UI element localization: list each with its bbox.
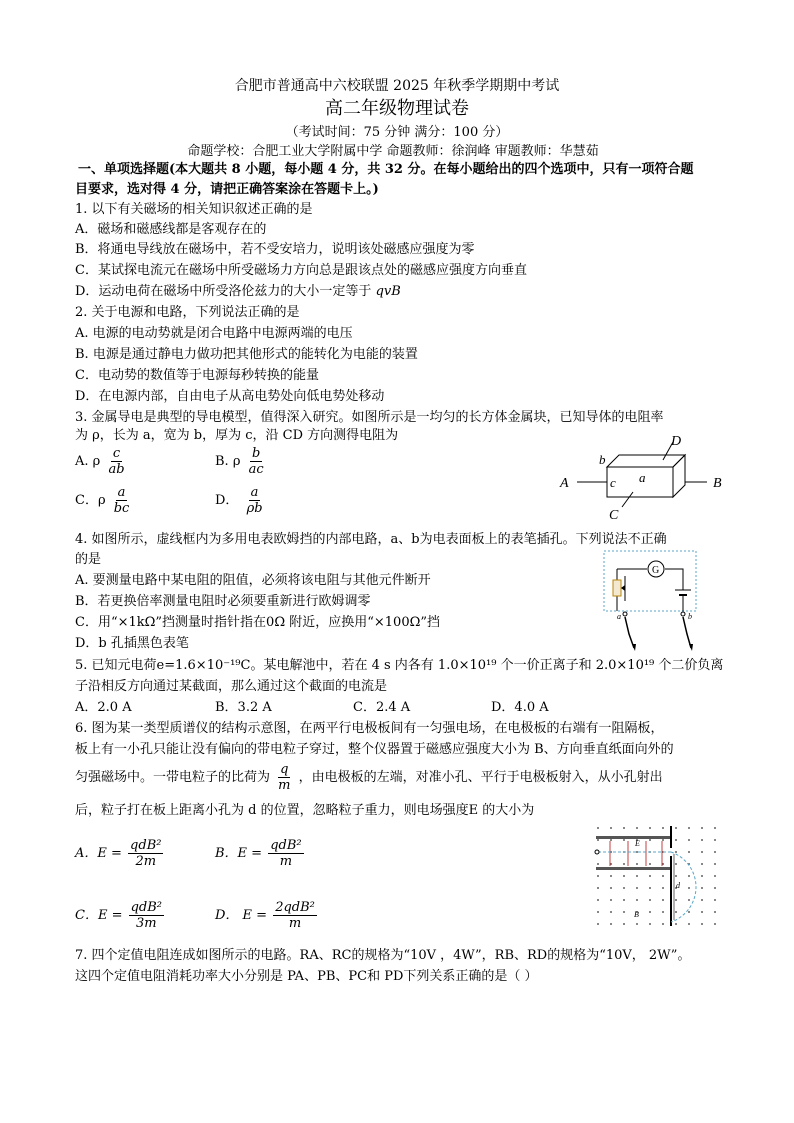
- q6-stem-ratio-line: [75, 762, 663, 793]
- field-E-label: E: [635, 839, 640, 848]
- galvanometer-label: G: [652, 565, 660, 576]
- field-dot: [662, 923, 664, 925]
- label-B: B: [713, 476, 722, 491]
- q2-stem: 2. 关于电源和电路，下列说法正确的是: [75, 305, 300, 320]
- field-B-label: B: [634, 910, 639, 919]
- field-dot: [675, 851, 677, 853]
- q4-option-a: A. 要测量电路中某电阻的阻值，必须将该电阻与其他元件断开: [75, 573, 431, 588]
- q6-option-c-label: C．E =: [75, 908, 123, 923]
- field-dot: [688, 851, 690, 853]
- fraction-numerator: qdB²: [130, 838, 162, 853]
- q5-option-c: C．2.4 A: [353, 700, 411, 715]
- field-dot: [701, 887, 703, 889]
- label-a: a: [639, 470, 646, 485]
- q2-option-d: D．在电源内部，自由电子从高电势处向低电势处移动: [75, 389, 385, 404]
- terminal-a: [623, 612, 627, 616]
- field-dot: [701, 863, 703, 865]
- q3-option-d-label: D．: [215, 493, 239, 508]
- q6-option-c-fraction: [129, 900, 164, 931]
- q2-option-b: B. 电源是通过静电力做功把其他形式的能转化为电能的装置: [75, 347, 418, 362]
- label-A: A: [560, 476, 569, 491]
- field-dot: [623, 911, 625, 913]
- terminal-b: [681, 612, 685, 616]
- field-dot: [688, 911, 690, 913]
- q3-option-c: [75, 485, 133, 516]
- field-dot: [688, 899, 690, 901]
- field-dot: [701, 911, 703, 913]
- field-dot: [649, 875, 651, 877]
- q5-option-d: D．4.0 A: [491, 700, 549, 715]
- q5-stem-cont: 子沿相反方向通过某截面，那么通过这个截面的电流是: [75, 679, 388, 694]
- field-dot: [623, 875, 625, 877]
- field-dot: [662, 887, 664, 889]
- q6-stem-ratio-pre: 匀强磁场中。一带电粒子的比荷为: [75, 770, 271, 785]
- field-dot: [662, 839, 664, 841]
- q4-ohmmeter-figure: [603, 550, 698, 652]
- field-dot: [649, 911, 651, 913]
- q4-option-d: D．b 孔插黑色表笔: [75, 636, 189, 651]
- field-dot: [636, 851, 638, 853]
- field-dot: [623, 863, 625, 865]
- field-dot: [649, 887, 651, 889]
- q6-charge-mass-ratio: [276, 762, 292, 793]
- q4-stem: 4. 如图所示，虚线框内为多用电表欧姆挡的内部电路，a、b为电表面板上的表笔插孔。下列说法不正确: [75, 532, 667, 547]
- field-dot: [675, 863, 677, 865]
- q4-option-b: B．若更换倍率测量电阻时必须要重新进行欧姆调零: [75, 594, 371, 609]
- q3-option-b-label: B. ρ: [215, 454, 241, 469]
- label-b: b: [599, 452, 606, 467]
- field-dot: [623, 899, 625, 901]
- field-dot: [636, 827, 638, 829]
- label-D: D: [671, 434, 682, 449]
- field-dot: [597, 911, 599, 913]
- field-dot: [701, 899, 703, 901]
- terminal-b-label: b: [688, 612, 692, 621]
- field-dot: [597, 839, 599, 841]
- fraction-numerator: a: [250, 485, 259, 500]
- field-dot: [675, 911, 677, 913]
- fraction-numerator: a: [117, 485, 126, 500]
- field-dot: [636, 887, 638, 889]
- field-dot: [597, 887, 599, 889]
- metal-block: [607, 455, 685, 497]
- field-dot: [649, 923, 651, 925]
- field-dot: [714, 923, 716, 925]
- field-dot: [662, 875, 664, 877]
- q6-stem: 6. 图为某一类型质谱仪的结构示意图，在两平行电极板间有一匀强电场，在电极板的右端有一阻隔板，: [75, 721, 664, 736]
- particle-source: [595, 850, 599, 854]
- q3-option-a-fraction: [106, 446, 126, 477]
- q6-option-d: [215, 900, 319, 931]
- q6-mass-spectrometer-figure: [592, 822, 722, 932]
- q3-stem-cont: 为 ρ，长为 a，宽为 b，厚为 c，沿 CD 方向测得电阻为: [75, 428, 399, 443]
- field-dot: [597, 899, 599, 901]
- field-dot: [675, 839, 677, 841]
- fraction-numerator: b: [251, 446, 261, 461]
- q4-option-c: C．用“×1kΩ”挡测量时指针指在0Ω 附近，应换用“×100Ω”挡: [75, 615, 441, 630]
- field-dot: [636, 899, 638, 901]
- probe-left: [625, 617, 634, 648]
- field-dot: [610, 875, 612, 877]
- rheostat-slider-arrow: [621, 585, 625, 591]
- field-dot: [649, 839, 651, 841]
- field-dot: [610, 887, 612, 889]
- field-dot: [610, 827, 612, 829]
- q3-option-c-fraction: [112, 485, 132, 516]
- q1-option-a: A．磁场和磁感线都是客观存在的: [75, 222, 267, 237]
- field-dot: [636, 863, 638, 865]
- field-dot: [636, 923, 638, 925]
- q7-stem: 7. 四个定值电阻连成如图所示的电路。RA、RC的规格为“10V ，4W”，RB、RD的规格为“10V， 2W”。: [75, 948, 691, 963]
- field-dot: [701, 839, 703, 841]
- q1-stem: 1. 以下有关磁场的相关知识叙述正确的是: [75, 202, 313, 217]
- field-dot: [714, 827, 716, 829]
- fraction-numerator: 2qdB²: [275, 900, 315, 915]
- q6-option-b-label: B．E =: [215, 846, 263, 861]
- field-dot: [714, 911, 716, 913]
- q3-stem: 3. 金属导电是典型的导电模型，值得深入研究。如图所示是一均匀的长方体金属块，已知导体的电阻率: [75, 410, 664, 425]
- field-dot: [597, 875, 599, 877]
- particle-arc: [671, 852, 696, 922]
- field-dot: [714, 863, 716, 865]
- field-dot: [610, 911, 612, 913]
- field-dot: [714, 839, 716, 841]
- field-dot: [688, 827, 690, 829]
- q5-option-a: A．2.0 A: [75, 700, 132, 715]
- field-dot: [623, 839, 625, 841]
- field-dot: [610, 923, 612, 925]
- q5-stem: 5. 已知元电荷e=1.6×10⁻¹⁹C。某电解池中，若在 4 s 内各有 1.0×10¹⁹ 个一价正离子和 2.0×10¹⁹ 个二价负离: [75, 658, 724, 673]
- field-dot: [610, 839, 612, 841]
- field-dot: [714, 899, 716, 901]
- q6-stem-end: 后，粒子打在板上距离小孔为 d 的位置，忽略粒子重力，则电场强度E 的大小为: [75, 803, 535, 818]
- q6-stem-ratio-post: ，由电极板的左端，对准小孔、平行于电极板射入，从小孔射出: [298, 770, 663, 785]
- label-c: c: [610, 475, 616, 490]
- field-dot: [623, 887, 625, 889]
- fraction-denominator: m: [278, 778, 291, 793]
- q5-option-b: B．3.2 A: [215, 700, 272, 715]
- q2-option-c: C．电动势的数值等于电源每秒转换的能量: [75, 368, 319, 383]
- section-heading-cont: 目要求，选对得 4 分，请把正确答案涂在答题卡上。): [75, 182, 379, 197]
- probe-left-tip: [632, 644, 636, 651]
- q6-option-a-fraction: [128, 838, 163, 869]
- field-dot: [688, 887, 690, 889]
- q3-option-d: [215, 485, 267, 516]
- circuit-wire: [617, 569, 683, 611]
- q4-stem-cont: 的是: [75, 552, 102, 567]
- fraction-numerator: q: [280, 762, 289, 777]
- field-dot: [610, 899, 612, 901]
- q6-option-b: [215, 838, 306, 869]
- q1-option-d-expr: qvB: [375, 284, 401, 299]
- field-dot: [675, 875, 677, 877]
- q6-option-a: [75, 838, 165, 869]
- q6-option-a-label: A．E =: [75, 846, 122, 861]
- field-dot: [675, 827, 677, 829]
- exam-time-info: （考试时间：75 分钟 满分：100 分）: [285, 125, 509, 140]
- field-dot: [662, 827, 664, 829]
- field-dot: [688, 875, 690, 877]
- q6-option-c: [75, 900, 166, 931]
- field-dot: [649, 899, 651, 901]
- field-dot: [675, 923, 677, 925]
- field-dot: [623, 827, 625, 829]
- fraction-denominator: 2m: [135, 854, 157, 869]
- q6-stem-cont: 板上有一小孔只能让没有偏向的带电粒子穿过，整个仪器置于磁感应强度大小为 B、方向垂直纸面向外的: [75, 742, 674, 757]
- q1-option-d: [75, 282, 401, 302]
- section-heading: 一、单项选择题(本大题共 8 小题，每小题 4 分，共 32 分。在每小题给出的四个选项中，只有一项符合题: [78, 162, 694, 177]
- q3-metal-block-figure: [555, 430, 735, 525]
- field-dot: [649, 827, 651, 829]
- q6-option-d-label: D． E =: [215, 908, 268, 923]
- q7-stem-cont: 这四个定值电阻消耗功率大小分别是 PA、PB、PC和 PD下列关系正确的是（ ）: [75, 969, 538, 984]
- fraction-denominator: ac: [248, 462, 264, 477]
- field-dot: [701, 851, 703, 853]
- lead-c: [622, 492, 633, 507]
- q1-option-d-text: D．运动电荷在磁场中所受洛伦兹力的大小一定等于: [75, 284, 372, 299]
- q6-option-d-fraction: [273, 900, 317, 931]
- page-title: 高二年级物理试卷: [325, 98, 469, 119]
- field-dot: [662, 899, 664, 901]
- field-dot: [597, 863, 599, 865]
- field-dot: [701, 827, 703, 829]
- q3-option-c-label: C．ρ: [75, 493, 106, 508]
- q3-option-a-label: A. ρ: [75, 454, 101, 469]
- field-dot: [688, 923, 690, 925]
- fraction-denominator: m: [288, 916, 302, 931]
- q2-option-a: A. 电源的电动势就是闭合电路中电源两端的电压: [75, 326, 353, 341]
- field-dot: [701, 923, 703, 925]
- field-dot: [714, 875, 716, 877]
- q3-option-d-fraction: [245, 485, 265, 516]
- probe-right: [683, 617, 691, 648]
- field-dot: [675, 899, 677, 901]
- rheostat: [613, 580, 621, 596]
- field-dot: [597, 827, 599, 829]
- field-dot: [597, 923, 599, 925]
- fraction-numerator: qdB²: [270, 838, 302, 853]
- fraction-denominator: m: [279, 854, 293, 869]
- fraction-numerator: qdB²: [130, 900, 163, 915]
- fraction-denominator: 3m: [136, 916, 157, 931]
- field-dot: [714, 851, 716, 853]
- probe-right-tip: [689, 644, 693, 651]
- magnetic-field-dots: [597, 827, 716, 925]
- q3-option-a: [75, 446, 129, 477]
- q1-option-c: C．某试探电流元在磁场中所受磁场力方向总是跟该点处的磁感应强度方向垂直: [75, 263, 527, 278]
- fraction-denominator: ab: [108, 462, 125, 477]
- q3-option-b: [215, 446, 268, 477]
- field-dot: [662, 911, 664, 913]
- field-dot: [688, 839, 690, 841]
- fraction-numerator: c: [112, 446, 121, 461]
- q6-option-b-fraction: [268, 838, 303, 869]
- field-dot: [701, 875, 703, 877]
- field-dot: [636, 875, 638, 877]
- q3-option-b-fraction: [247, 446, 266, 477]
- exam-header: 合肥市普通高中六校联盟 2025 年秋季学期期中考试: [234, 78, 560, 94]
- label-C: C: [609, 508, 619, 523]
- terminal-a-label: a: [617, 612, 621, 621]
- exam-authors: 命题学校：合肥工业大学附属中学 命题教师：徐润峰 审题教师：华慧茹: [187, 144, 599, 159]
- upper-electrode: [596, 836, 670, 839]
- field-dot: [649, 863, 651, 865]
- q1-option-b: B．将通电导线放在磁场中，若不受安培力，说明该处磁感应强度为零: [75, 242, 475, 257]
- field-dot: [714, 887, 716, 889]
- fraction-denominator: ρb: [246, 501, 263, 516]
- lower-electrode: [596, 867, 670, 870]
- field-dot: [623, 923, 625, 925]
- fraction-denominator: bc: [113, 501, 130, 516]
- distance-d-label: d: [676, 881, 680, 890]
